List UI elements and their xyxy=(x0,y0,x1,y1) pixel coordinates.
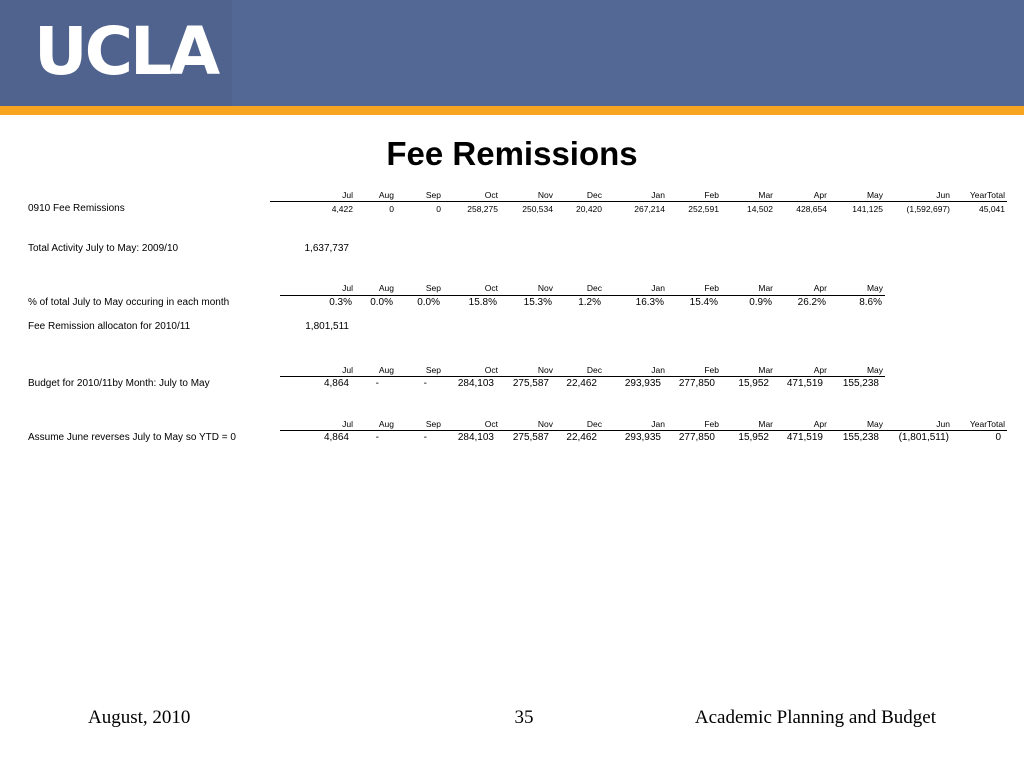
cell-value: 16.3% xyxy=(635,297,664,308)
cell-value: 0.0% xyxy=(417,297,440,308)
cell-value: 471,519 xyxy=(786,378,823,389)
month-header: Mar xyxy=(758,419,773,429)
cell-value: 428,654 xyxy=(796,204,827,214)
cell-value: 155,238 xyxy=(842,378,879,389)
accent-bar xyxy=(0,106,1024,115)
month-header: Nov xyxy=(537,283,553,293)
row-label: 0910 Fee Remissions xyxy=(28,203,125,214)
month-header: Oct xyxy=(484,283,498,293)
cell-value: 141,125 xyxy=(852,204,883,214)
cell-value: 45,041 xyxy=(979,204,1005,214)
month-header: Mar xyxy=(758,365,773,375)
month-header: May xyxy=(866,190,883,200)
month-header: Feb xyxy=(704,419,719,429)
cell-value: - xyxy=(423,432,427,443)
ucla-logo: UCLA xyxy=(34,13,218,90)
cell-value: 26.2% xyxy=(797,297,826,308)
month-header: Aug xyxy=(378,419,394,429)
cell-value: 4,864 xyxy=(323,432,349,443)
cell-value: - xyxy=(375,378,379,389)
page-title: Fee Remissions xyxy=(386,135,638,172)
month-header: Dec xyxy=(586,365,602,375)
cell-value: 15.3% xyxy=(523,297,552,308)
cell-value: 284,103 xyxy=(457,432,494,443)
total-activity-label: Total Activity July to May: 2009/10 xyxy=(28,243,179,254)
cell-value: 293,935 xyxy=(624,432,661,443)
cell-value: 0.0% xyxy=(370,297,393,308)
footer-date: August, 2010 xyxy=(88,707,191,728)
cell-value: 22,462 xyxy=(566,432,597,443)
footer-page-number: 35 xyxy=(514,707,534,728)
month-header: May xyxy=(866,283,883,293)
cell-value: 252,591 xyxy=(688,204,719,214)
allocation-label: Fee Remission allocaton for 2010/11 xyxy=(28,321,191,332)
cell-value: 258,275 xyxy=(467,204,498,214)
month-header: Mar xyxy=(758,190,773,200)
month-header: Dec xyxy=(586,419,602,429)
month-header: Jul xyxy=(342,365,353,375)
month-header: Feb xyxy=(704,365,719,375)
cell-value: (1,592,697) xyxy=(906,204,950,214)
cell-value: 4,864 xyxy=(323,378,349,389)
cell-value: 15.4% xyxy=(689,297,718,308)
total-activity-value: 1,637,737 xyxy=(304,243,349,254)
cell-value: 284,103 xyxy=(457,378,494,389)
cell-value: 14,502 xyxy=(747,204,773,214)
month-header: Jan xyxy=(651,283,665,293)
cell-value: 277,850 xyxy=(678,378,715,389)
row-label: Budget for 2010/11by Month: July to May xyxy=(28,378,210,389)
month-header: Sep xyxy=(425,283,441,293)
cell-value: 0 xyxy=(995,432,1001,443)
month-header: Jun xyxy=(936,419,950,429)
cell-value: 267,214 xyxy=(634,204,665,214)
month-header: Sep xyxy=(425,365,441,375)
row-label: % of total July to May occuring in each month xyxy=(28,297,230,308)
month-header: May xyxy=(866,365,883,375)
month-header: Jan xyxy=(651,365,665,375)
allocation-value: 1,801,511 xyxy=(305,321,349,332)
header-banner xyxy=(0,0,1024,106)
cell-value: - xyxy=(423,378,427,389)
month-header: Jul xyxy=(342,283,353,293)
cell-value: 15.8% xyxy=(468,297,497,308)
month-header: Nov xyxy=(537,365,553,375)
cell-value: 1.2% xyxy=(578,297,601,308)
cell-value: 15,952 xyxy=(738,378,769,389)
month-header: YearTotal xyxy=(969,419,1005,429)
cell-value: 277,850 xyxy=(678,432,715,443)
month-header: Apr xyxy=(813,283,827,293)
cell-value: 15,952 xyxy=(738,432,769,443)
month-header: Nov xyxy=(537,190,553,200)
month-header: Oct xyxy=(484,365,498,375)
cell-value: 275,587 xyxy=(512,432,549,443)
month-header: Oct xyxy=(484,419,498,429)
month-header: Jan xyxy=(651,190,665,200)
cell-value: 0.9% xyxy=(749,297,772,308)
month-header: Sep xyxy=(425,419,441,429)
month-header: Jun xyxy=(936,190,950,200)
footer-department: Academic Planning and Budget xyxy=(694,707,936,728)
month-header: Apr xyxy=(813,190,827,200)
cell-value: 471,519 xyxy=(786,432,823,443)
cell-value: 250,534 xyxy=(522,204,553,214)
month-header: Sep xyxy=(425,190,441,200)
month-header: Dec xyxy=(586,283,602,293)
month-header: Aug xyxy=(378,283,394,293)
cell-value: 0 xyxy=(389,204,394,214)
row-label: Assume June reverses July to May so YTD = 0 xyxy=(28,432,236,443)
month-header: Jul xyxy=(342,190,353,200)
cell-value: 22,462 xyxy=(566,378,597,389)
month-header: Jul xyxy=(342,419,353,429)
month-header: Dec xyxy=(586,190,602,200)
month-header: Jan xyxy=(651,419,665,429)
cell-value: - xyxy=(375,432,379,443)
month-header: Apr xyxy=(813,365,827,375)
month-header: Nov xyxy=(537,419,553,429)
cell-value: 155,238 xyxy=(842,432,879,443)
month-header: Oct xyxy=(484,190,498,200)
cell-value: 293,935 xyxy=(624,378,661,389)
month-header: Aug xyxy=(378,365,394,375)
cell-value: 0.3% xyxy=(329,297,352,308)
cell-value: 275,587 xyxy=(512,378,549,389)
cell-value: 20,420 xyxy=(576,204,602,214)
month-header: Apr xyxy=(813,419,827,429)
month-header: Feb xyxy=(704,190,719,200)
month-header: Aug xyxy=(378,190,394,200)
cell-value: 4,422 xyxy=(331,204,353,214)
month-header: Feb xyxy=(704,283,719,293)
month-header: Mar xyxy=(758,283,773,293)
month-header: May xyxy=(866,419,883,429)
cell-value: 0 xyxy=(436,204,441,214)
cell-value: 8.6% xyxy=(859,297,882,308)
cell-value: (1,801,511) xyxy=(898,432,949,443)
month-header: YearTotal xyxy=(969,190,1005,200)
